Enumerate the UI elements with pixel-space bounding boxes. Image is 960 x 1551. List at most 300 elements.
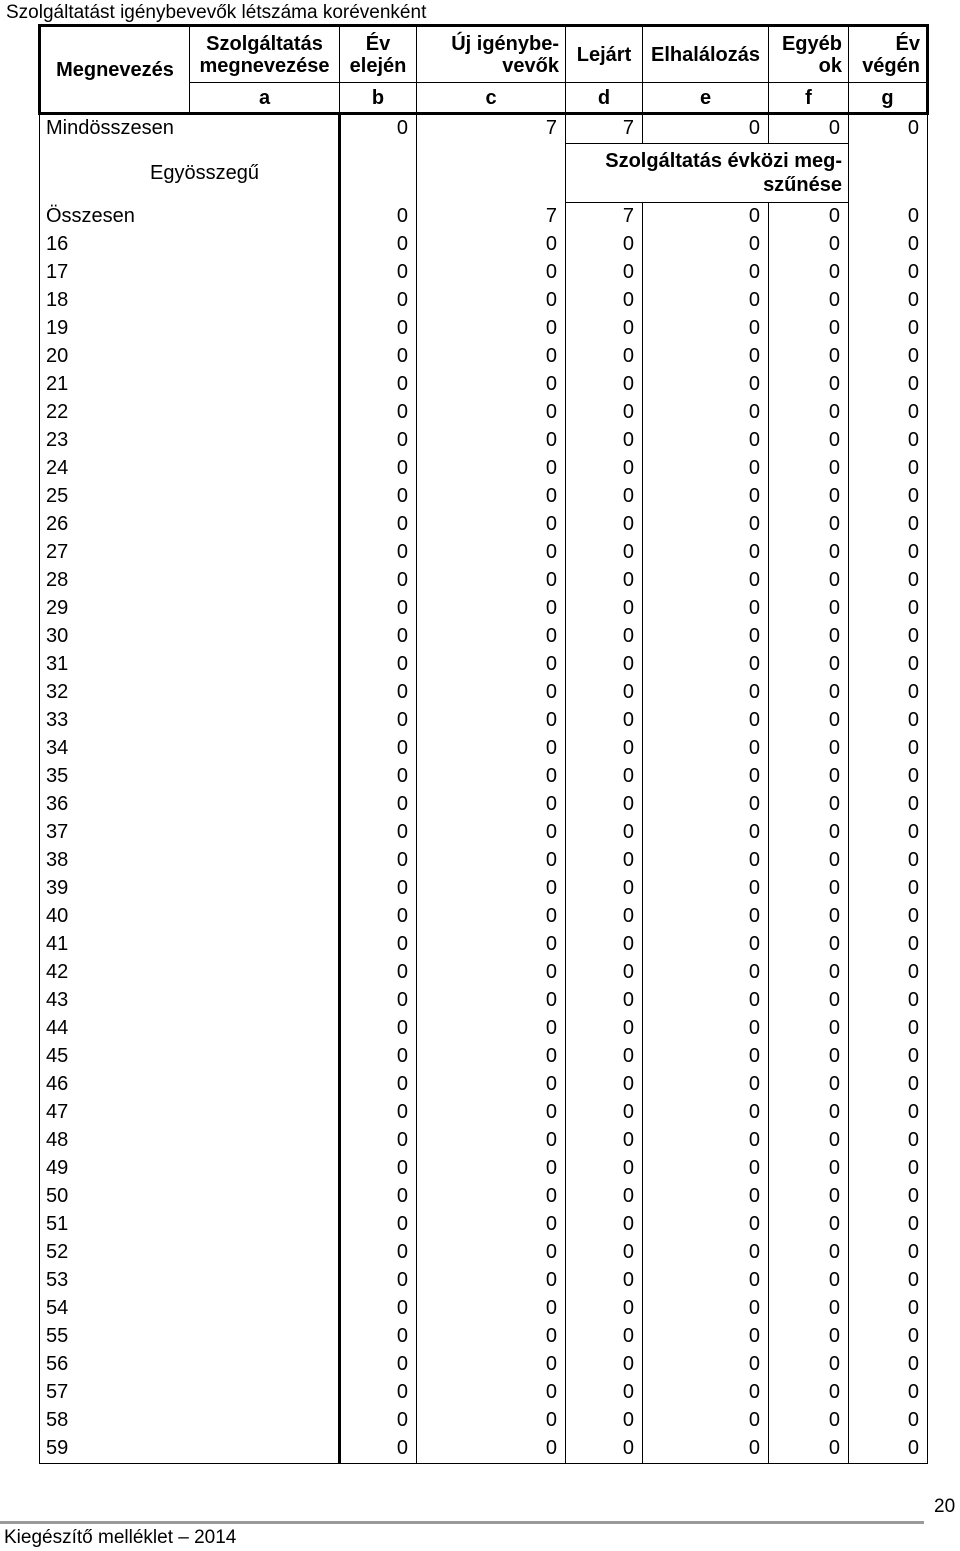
row-label: 19 <box>40 315 340 343</box>
row-value: 0 <box>643 1099 769 1127</box>
row-value: 0 <box>340 114 417 144</box>
row-value: 0 <box>566 707 643 735</box>
row-value: 0 <box>769 1071 849 1099</box>
header-service: Szolgáltatás megnevezése <box>190 26 340 83</box>
row-value: 0 <box>849 1211 928 1239</box>
row-value: 0 <box>769 679 849 707</box>
row-label: 53 <box>40 1267 340 1295</box>
row-value: 0 <box>417 819 566 847</box>
row-value: 0 <box>340 483 417 511</box>
row-value: 0 <box>849 903 928 931</box>
header-death: Elhalálozás <box>643 26 769 83</box>
row-label: 47 <box>40 1099 340 1127</box>
row-value: 0 <box>643 1435 769 1464</box>
row-value: 0 <box>417 1155 566 1183</box>
row-value: 0 <box>340 763 417 791</box>
header-new-users: Új igénybe- vevők <box>417 26 566 83</box>
row-value: 0 <box>769 567 849 595</box>
row-value: 0 <box>340 1379 417 1407</box>
row-value: 0 <box>849 1099 928 1127</box>
row-label: 28 <box>40 567 340 595</box>
row-value: 0 <box>417 1127 566 1155</box>
row-value: 0 <box>417 651 566 679</box>
row-value: 0 <box>566 455 643 483</box>
row-label: 22 <box>40 399 340 427</box>
row-value: 0 <box>566 595 643 623</box>
row-label: 30 <box>40 623 340 651</box>
row-value: 0 <box>566 875 643 903</box>
osszesen-row <box>40 203 928 232</box>
row-value: 0 <box>849 987 928 1015</box>
row-value: 0 <box>769 1099 849 1127</box>
row-value: 0 <box>340 203 417 232</box>
row-label: 17 <box>40 259 340 287</box>
group-header-row <box>40 144 928 203</box>
row-value: 0 <box>417 1015 566 1043</box>
row-value: 0 <box>643 875 769 903</box>
table-row <box>40 987 928 1015</box>
row-value: 0 <box>849 679 928 707</box>
row-value: 0 <box>417 1099 566 1127</box>
row-value: 0 <box>643 259 769 287</box>
table-row <box>40 455 928 483</box>
group-box <box>566 144 849 203</box>
row-label: 42 <box>40 959 340 987</box>
row-value: 0 <box>566 1351 643 1379</box>
row-value: 0 <box>566 231 643 259</box>
row-value: 0 <box>769 1155 849 1183</box>
row-value: 0 <box>340 931 417 959</box>
row-value: 0 <box>643 371 769 399</box>
row-value: 0 <box>769 1407 849 1435</box>
row-value: 0 <box>340 1435 417 1464</box>
row-value: 0 <box>643 315 769 343</box>
table-row <box>40 287 928 315</box>
header-name: Megnevezés <box>40 26 190 114</box>
row-value: 0 <box>417 959 566 987</box>
table-row <box>40 1239 928 1267</box>
row-value: 7 <box>566 203 643 232</box>
row-value: 0 <box>417 455 566 483</box>
row-value: 0 <box>417 371 566 399</box>
row-value: 0 <box>849 1267 928 1295</box>
row-value: 0 <box>340 1043 417 1071</box>
row-value: 0 <box>417 763 566 791</box>
row-value: 0 <box>417 1239 566 1267</box>
row-label: 50 <box>40 1183 340 1211</box>
row-value: 0 <box>566 259 643 287</box>
row-label: 55 <box>40 1323 340 1351</box>
row-value: 0 <box>643 343 769 371</box>
row-value: 0 <box>417 567 566 595</box>
row-value: 0 <box>417 427 566 455</box>
row-value: 7 <box>566 114 643 144</box>
table-row <box>40 1435 928 1464</box>
row-value: 0 <box>417 287 566 315</box>
row-value: 0 <box>849 343 928 371</box>
row-value: 0 <box>849 399 928 427</box>
row-label: 57 <box>40 1379 340 1407</box>
row-value: 0 <box>417 987 566 1015</box>
row-value: 0 <box>769 511 849 539</box>
row-value: 0 <box>769 735 849 763</box>
row-value: 0 <box>849 203 928 232</box>
footer-text: Kiegészítő melléklet – 2014 <box>4 1527 237 1548</box>
row-label: Mindösszesen <box>40 114 340 144</box>
row-value: 0 <box>643 1155 769 1183</box>
row-value: 0 <box>417 1211 566 1239</box>
row-value: 0 <box>340 847 417 875</box>
table-row <box>40 679 928 707</box>
row-value: 0 <box>769 959 849 987</box>
letter-g: g <box>849 83 928 114</box>
row-value: 0 <box>340 231 417 259</box>
row-label: 20 <box>40 343 340 371</box>
row-label: 37 <box>40 819 340 847</box>
row-value: 0 <box>340 259 417 287</box>
row-value: 0 <box>643 763 769 791</box>
row-value: 0 <box>849 595 928 623</box>
row-value: 0 <box>417 343 566 371</box>
table-row <box>40 511 928 539</box>
row-value: 0 <box>769 203 849 232</box>
row-value: 0 <box>566 399 643 427</box>
table-row <box>40 399 928 427</box>
row-value: 0 <box>769 315 849 343</box>
row-label: 38 <box>40 847 340 875</box>
row-label: 35 <box>40 763 340 791</box>
table-row <box>40 259 928 287</box>
row-label: 33 <box>40 707 340 735</box>
row-value: 0 <box>566 1155 643 1183</box>
row-value: 0 <box>849 315 928 343</box>
row-value: 0 <box>643 1043 769 1071</box>
row-value: 0 <box>566 1099 643 1127</box>
row-value: 0 <box>340 371 417 399</box>
row-value: 0 <box>340 287 417 315</box>
row-value: 0 <box>643 1239 769 1267</box>
row-value: 0 <box>849 1379 928 1407</box>
table-row <box>40 931 928 959</box>
row-value: 0 <box>849 427 928 455</box>
row-value: 0 <box>340 959 417 987</box>
row-value: 0 <box>566 987 643 1015</box>
row-value: 0 <box>849 287 928 315</box>
group-empty-cell <box>417 144 566 203</box>
row-value: 0 <box>769 1351 849 1379</box>
row-value: 0 <box>849 1043 928 1071</box>
row-value: 0 <box>849 623 928 651</box>
row-value: 0 <box>417 735 566 763</box>
row-label: 56 <box>40 1351 340 1379</box>
row-label: 25 <box>40 483 340 511</box>
page-title: Szolgáltatást igénybevevők létszáma korévenként <box>6 2 427 23</box>
row-value: 0 <box>849 707 928 735</box>
row-value: 0 <box>849 959 928 987</box>
row-value: 0 <box>769 1043 849 1071</box>
row-value: 0 <box>769 483 849 511</box>
table-row <box>40 875 928 903</box>
row-value: 0 <box>769 287 849 315</box>
row-value: 0 <box>417 1295 566 1323</box>
row-value: 0 <box>849 931 928 959</box>
row-value: 0 <box>340 1323 417 1351</box>
row-value: 0 <box>849 259 928 287</box>
row-label: 51 <box>40 1211 340 1239</box>
row-value: 0 <box>769 1435 849 1464</box>
row-value: 0 <box>340 903 417 931</box>
row-value: 0 <box>849 1295 928 1323</box>
row-value: 0 <box>566 623 643 651</box>
row-label: 49 <box>40 1155 340 1183</box>
row-value: 0 <box>340 707 417 735</box>
row-label: 39 <box>40 875 340 903</box>
row-value: 0 <box>849 231 928 259</box>
table-row <box>40 1015 928 1043</box>
page-number: 20 <box>934 1496 956 1517</box>
row-value: 0 <box>417 623 566 651</box>
row-value: 0 <box>340 511 417 539</box>
row-value: 0 <box>849 847 928 875</box>
table-row <box>40 595 928 623</box>
header-expired: Lejárt <box>566 26 643 83</box>
row-value: 0 <box>769 427 849 455</box>
row-value: 0 <box>643 1323 769 1351</box>
row-value: 0 <box>340 427 417 455</box>
row-value: 0 <box>849 1435 928 1464</box>
table-row <box>40 1323 928 1351</box>
row-value: 0 <box>340 595 417 623</box>
row-value: 0 <box>340 1099 417 1127</box>
row-value: 0 <box>849 651 928 679</box>
row-value: 0 <box>849 511 928 539</box>
row-value: 0 <box>566 819 643 847</box>
row-value: 0 <box>566 287 643 315</box>
row-label: 52 <box>40 1239 340 1267</box>
row-value: 0 <box>643 1267 769 1295</box>
row-label: 36 <box>40 791 340 819</box>
group-empty-cell <box>849 144 928 203</box>
row-value: 0 <box>643 114 769 144</box>
letter-f: f <box>769 83 849 114</box>
row-value: 0 <box>340 1211 417 1239</box>
table-row <box>40 1127 928 1155</box>
row-label: 45 <box>40 1043 340 1071</box>
row-value: 0 <box>566 931 643 959</box>
row-value: 0 <box>769 539 849 567</box>
row-value: 0 <box>849 1407 928 1435</box>
row-value: 0 <box>769 1211 849 1239</box>
group-label: Egyösszegű <box>40 144 340 203</box>
row-value: 0 <box>643 1015 769 1043</box>
row-value: 0 <box>769 763 849 791</box>
group-box-line1: Szolgáltatás évközi meg- <box>605 150 842 172</box>
row-value: 0 <box>769 1183 849 1211</box>
table-row <box>40 371 928 399</box>
table-row <box>40 539 928 567</box>
table-row <box>40 819 928 847</box>
row-value: 0 <box>566 763 643 791</box>
row-value: 0 <box>340 791 417 819</box>
row-value: 0 <box>643 791 769 819</box>
row-value: 0 <box>566 1127 643 1155</box>
row-value: 0 <box>769 455 849 483</box>
row-value: 0 <box>417 1043 566 1071</box>
row-label: 23 <box>40 427 340 455</box>
row-value: 0 <box>643 735 769 763</box>
row-value: 0 <box>340 1267 417 1295</box>
row-value: 0 <box>566 539 643 567</box>
row-value: 0 <box>643 651 769 679</box>
header-year-end: Év végén <box>849 26 928 83</box>
mindosszesen-row <box>40 114 928 144</box>
row-value: 0 <box>340 1015 417 1043</box>
row-value: 0 <box>340 651 417 679</box>
row-value: 0 <box>643 511 769 539</box>
table-row <box>40 1407 928 1435</box>
row-value: 0 <box>340 343 417 371</box>
row-value: 0 <box>340 819 417 847</box>
row-value: 0 <box>566 567 643 595</box>
row-value: 0 <box>849 819 928 847</box>
table-row <box>40 1043 928 1071</box>
row-value: 0 <box>417 1323 566 1351</box>
row-value: 0 <box>769 1239 849 1267</box>
row-label: 43 <box>40 987 340 1015</box>
row-value: 0 <box>566 1211 643 1239</box>
row-label: Összesen <box>40 203 340 232</box>
row-value: 0 <box>849 1351 928 1379</box>
row-label: 41 <box>40 931 340 959</box>
row-value: 0 <box>340 567 417 595</box>
row-value: 0 <box>417 259 566 287</box>
row-value: 0 <box>340 399 417 427</box>
row-value: 0 <box>769 819 849 847</box>
row-value: 0 <box>849 1183 928 1211</box>
row-value: 0 <box>769 1323 849 1351</box>
row-value: 0 <box>417 1407 566 1435</box>
row-value: 0 <box>340 1183 417 1211</box>
row-value: 0 <box>643 595 769 623</box>
row-value: 0 <box>417 791 566 819</box>
row-value: 0 <box>643 1295 769 1323</box>
row-value: 0 <box>769 791 849 819</box>
row-value: 0 <box>849 483 928 511</box>
table-row <box>40 959 928 987</box>
row-value: 0 <box>643 1351 769 1379</box>
row-label: 46 <box>40 1071 340 1099</box>
header-row <box>40 26 928 83</box>
row-label: 34 <box>40 735 340 763</box>
row-value: 0 <box>769 1379 849 1407</box>
row-value: 0 <box>849 1239 928 1267</box>
row-value: 0 <box>340 1351 417 1379</box>
row-value: 0 <box>417 847 566 875</box>
row-value: 0 <box>849 455 928 483</box>
letter-c: c <box>417 83 566 114</box>
row-label: 21 <box>40 371 340 399</box>
row-value: 0 <box>417 931 566 959</box>
row-value: 0 <box>566 1239 643 1267</box>
row-value: 0 <box>566 1015 643 1043</box>
letter-e: e <box>643 83 769 114</box>
row-label: 26 <box>40 511 340 539</box>
row-value: 0 <box>849 763 928 791</box>
row-value: 0 <box>417 539 566 567</box>
row-value: 0 <box>566 315 643 343</box>
row-value: 0 <box>417 1267 566 1295</box>
row-label: 31 <box>40 651 340 679</box>
table-row <box>40 1183 928 1211</box>
row-value: 0 <box>769 399 849 427</box>
row-value: 0 <box>566 511 643 539</box>
row-value: 0 <box>340 1127 417 1155</box>
table-row <box>40 1267 928 1295</box>
row-value: 0 <box>769 1127 849 1155</box>
table-row <box>40 567 928 595</box>
table-row <box>40 343 928 371</box>
row-value: 0 <box>769 595 849 623</box>
row-value: 0 <box>643 567 769 595</box>
row-value: 0 <box>769 371 849 399</box>
row-label: 48 <box>40 1127 340 1155</box>
header-year-start: Év elején <box>340 26 417 83</box>
table-row <box>40 1379 928 1407</box>
row-label: 32 <box>40 679 340 707</box>
table-row <box>40 791 928 819</box>
row-label: 24 <box>40 455 340 483</box>
data-table <box>38 24 929 1464</box>
table-row <box>40 231 928 259</box>
row-value: 0 <box>417 315 566 343</box>
row-label: 18 <box>40 287 340 315</box>
row-value: 0 <box>769 259 849 287</box>
row-value: 0 <box>340 735 417 763</box>
row-value: 0 <box>566 959 643 987</box>
table-row <box>40 315 928 343</box>
row-value: 0 <box>417 231 566 259</box>
row-value: 0 <box>643 287 769 315</box>
row-value: 0 <box>566 1071 643 1099</box>
row-value: 0 <box>566 1043 643 1071</box>
row-value: 0 <box>643 539 769 567</box>
row-value: 0 <box>566 847 643 875</box>
row-value: 0 <box>340 679 417 707</box>
table-row <box>40 1099 928 1127</box>
table-row <box>40 1295 928 1323</box>
row-value: 0 <box>417 1435 566 1464</box>
row-value: 0 <box>340 1407 417 1435</box>
row-value: 0 <box>849 1155 928 1183</box>
footer-divider <box>0 1521 924 1524</box>
row-value: 0 <box>643 847 769 875</box>
row-value: 0 <box>849 539 928 567</box>
row-value: 0 <box>566 1267 643 1295</box>
row-value: 0 <box>417 1183 566 1211</box>
row-value: 0 <box>643 1211 769 1239</box>
row-value: 0 <box>769 231 849 259</box>
row-value: 0 <box>566 1183 643 1211</box>
row-value: 0 <box>769 903 849 931</box>
row-value: 0 <box>643 427 769 455</box>
row-value: 0 <box>566 735 643 763</box>
letter-a: a <box>190 83 340 114</box>
row-value: 0 <box>643 1407 769 1435</box>
row-value: 0 <box>566 679 643 707</box>
row-value: 0 <box>340 1071 417 1099</box>
row-label: 58 <box>40 1407 340 1435</box>
row-value: 0 <box>417 1379 566 1407</box>
